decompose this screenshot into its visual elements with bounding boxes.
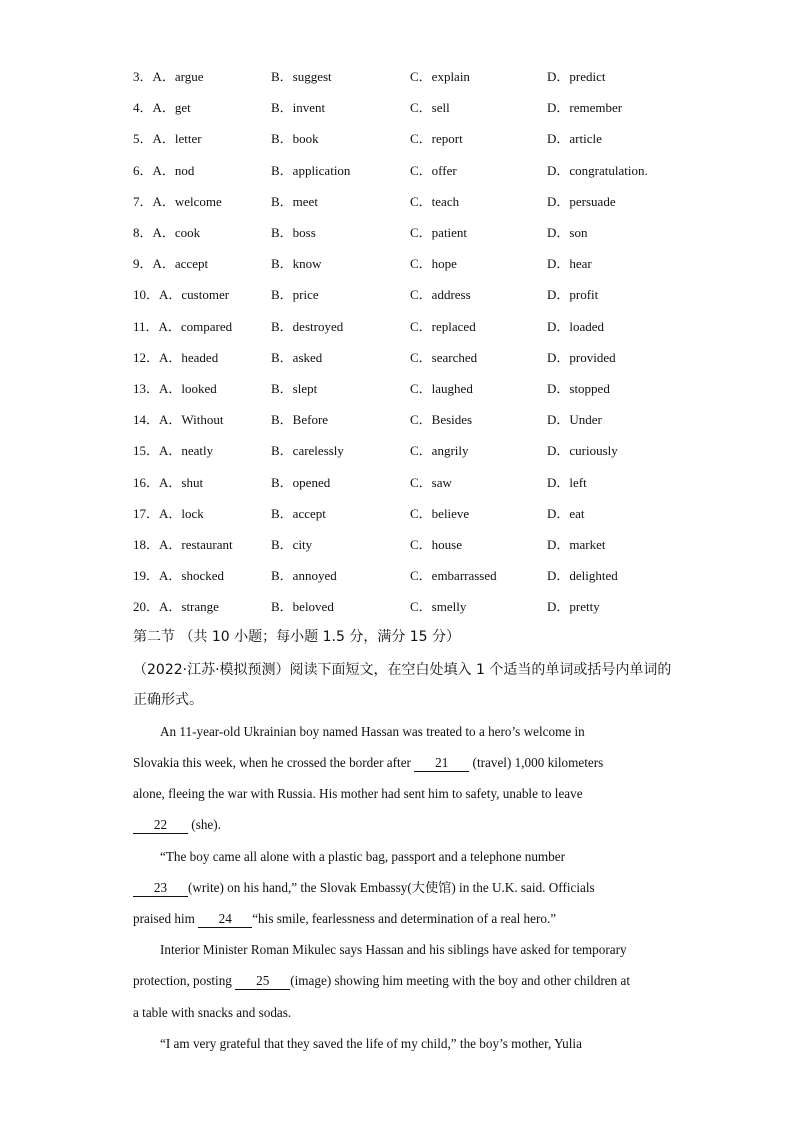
- passage-text: Slovakia this week, when he crossed the border after: [133, 755, 415, 770]
- instruction-line-1: （2022·江苏·模拟预测）阅读下面短文，在空白处填入 1 个适当的单词或括号内单词的: [133, 662, 672, 678]
- passage-line: An 11-year-old Ukrainian boy named Hassan was treated to a hero’s welcome in: [160, 724, 585, 739]
- option-a[interactable]: 4．A．get: [133, 100, 191, 115]
- option-a[interactable]: 14．A．Without: [133, 412, 224, 427]
- option-c[interactable]: C．report: [410, 131, 463, 146]
- passage-line: [133, 878, 673, 898]
- section-heading: 第二节 （共 10 小题；每小题 1.5 分，满分 15 分）: [133, 629, 461, 645]
- question-row: [133, 441, 693, 461]
- option-b[interactable]: B．accept: [271, 506, 326, 521]
- question-row: [133, 410, 693, 430]
- option-b[interactable]: B．suggest: [271, 69, 332, 84]
- option-a[interactable]: 7．A．welcome: [133, 194, 222, 209]
- option-d[interactable]: D．son: [547, 225, 588, 240]
- option-c[interactable]: C．house: [410, 537, 463, 552]
- option-d[interactable]: D．delighted: [547, 568, 618, 583]
- option-b[interactable]: B．book: [271, 131, 319, 146]
- question-row: [133, 161, 693, 181]
- option-d[interactable]: D．remember: [547, 100, 623, 115]
- option-a[interactable]: 13．A．looked: [133, 381, 217, 396]
- option-c[interactable]: C．sell: [410, 100, 450, 115]
- question-row: [133, 379, 693, 399]
- option-c[interactable]: C．saw: [410, 475, 452, 490]
- question-row: [133, 192, 693, 212]
- option-d[interactable]: D．eat: [547, 506, 585, 521]
- option-b[interactable]: B．destroyed: [271, 319, 344, 334]
- option-b[interactable]: B．invent: [271, 100, 326, 115]
- passage-line: alone, fleeing the war with Russia. His mother had sent him to safety, unable to leave: [133, 786, 583, 801]
- question-row: [133, 535, 693, 555]
- option-d[interactable]: D．profit: [547, 287, 599, 302]
- question-row: [133, 348, 693, 368]
- passage-text: (travel) 1,000 kilometers: [469, 755, 604, 770]
- question-row: [133, 223, 693, 243]
- passage-line: [133, 753, 673, 773]
- option-d[interactable]: D．congratulation.: [547, 163, 648, 178]
- passage-text: “his smile, fearlessness and determination of a real hero.”: [252, 911, 557, 926]
- passage-line: “I am very grateful that they saved the life of my child,” the boy’s mother, Yulia: [160, 1036, 582, 1051]
- option-c[interactable]: C．offer: [410, 163, 457, 178]
- passage-line: [133, 971, 673, 991]
- option-b[interactable]: B．Before: [271, 412, 329, 427]
- question-row: [133, 285, 693, 305]
- option-b[interactable]: B．application: [271, 163, 351, 178]
- option-d[interactable]: D．article: [547, 131, 602, 146]
- question-row: [133, 129, 693, 149]
- option-a[interactable]: 18．A．restaurant: [133, 537, 233, 552]
- option-b[interactable]: B．price: [271, 287, 319, 302]
- option-d[interactable]: D．persuade: [547, 194, 616, 209]
- option-b[interactable]: B．asked: [271, 350, 323, 365]
- option-c[interactable]: C．explain: [410, 69, 470, 84]
- option-c[interactable]: C．Besides: [410, 412, 473, 427]
- option-c[interactable]: C．searched: [410, 350, 478, 365]
- question-row: [133, 254, 693, 274]
- option-a[interactable]: 6．A．nod: [133, 163, 195, 178]
- option-d[interactable]: D．predict: [547, 69, 606, 84]
- blank-22[interactable]: 22: [133, 817, 188, 834]
- option-b[interactable]: B．annoyed: [271, 568, 337, 583]
- option-b[interactable]: B．city: [271, 537, 313, 552]
- passage-text: praised him: [133, 911, 199, 926]
- option-b[interactable]: B．opened: [271, 475, 331, 490]
- option-a[interactable]: 8．A．cook: [133, 225, 201, 240]
- question-row: [133, 98, 693, 118]
- passage-text: (image) showing him meeting with the boy and other children at: [290, 973, 631, 988]
- instruction-line-2: 正确形式。: [133, 692, 203, 708]
- question-row: [133, 597, 693, 617]
- option-a[interactable]: 11．A．compared: [133, 319, 233, 334]
- option-d[interactable]: D．left: [547, 475, 587, 490]
- option-b[interactable]: B．boss: [271, 225, 316, 240]
- option-c[interactable]: C．embarrassed: [410, 568, 497, 583]
- option-a[interactable]: 19．A．shocked: [133, 568, 224, 583]
- option-a[interactable]: 16．A．shut: [133, 475, 204, 490]
- option-d[interactable]: D．pretty: [547, 599, 600, 614]
- passage-line: Interior Minister Roman Mikulec says Hassan and his siblings have asked for temporary: [160, 942, 627, 957]
- option-a[interactable]: 9．A．accept: [133, 256, 209, 271]
- option-d[interactable]: D．Under: [547, 412, 602, 427]
- question-row: [133, 67, 693, 87]
- option-a[interactable]: 3．A．argue: [133, 69, 204, 84]
- question-row: [133, 504, 693, 524]
- option-c[interactable]: C．smelly: [410, 599, 467, 614]
- option-c[interactable]: C．address: [410, 287, 471, 302]
- option-a[interactable]: 15．A．neatly: [133, 443, 214, 458]
- option-a[interactable]: 12．A．headed: [133, 350, 219, 365]
- question-row: [133, 317, 693, 337]
- option-b[interactable]: B．know: [271, 256, 322, 271]
- option-a[interactable]: 5．A．letter: [133, 131, 202, 146]
- option-c[interactable]: C．patient: [410, 225, 468, 240]
- option-a[interactable]: 20．A．strange: [133, 599, 219, 614]
- option-c[interactable]: C．angrily: [410, 443, 469, 458]
- passage-text: protection, posting: [133, 973, 236, 988]
- passage-line: a table with snacks and sodas.: [133, 1005, 292, 1020]
- option-d[interactable]: D．provided: [547, 350, 616, 365]
- passage-text: (she).: [188, 817, 221, 832]
- option-d[interactable]: D．loaded: [547, 319, 605, 334]
- passage-text: (write) on his hand,” the Slovak Embassy(大使馆) in the U.K. said. Officials: [188, 880, 595, 895]
- option-c[interactable]: C．hope: [410, 256, 457, 271]
- option-d[interactable]: D．market: [547, 537, 606, 552]
- option-d[interactable]: D．stopped: [547, 381, 610, 396]
- option-b[interactable]: B．slept: [271, 381, 318, 396]
- option-d[interactable]: D．hear: [547, 256, 592, 271]
- option-d[interactable]: D．curiously: [547, 443, 618, 458]
- option-a[interactable]: 17．A．lock: [133, 506, 204, 521]
- option-c[interactable]: C．laughed: [410, 381, 473, 396]
- blank-23[interactable]: 23: [133, 880, 188, 897]
- question-row: [133, 473, 693, 493]
- blank-21[interactable]: 21: [414, 755, 469, 772]
- passage-line: [133, 909, 673, 929]
- passage-line: [133, 815, 673, 835]
- option-a[interactable]: 10．A．customer: [133, 287, 230, 302]
- passage-line: “The boy came all alone with a plastic bag, passport and a telephone number: [160, 849, 566, 864]
- blank-25[interactable]: 25: [235, 973, 290, 990]
- option-b[interactable]: B．carelessly: [271, 443, 344, 458]
- option-c[interactable]: C．teach: [410, 194, 460, 209]
- question-row: [133, 566, 693, 586]
- option-b[interactable]: B．meet: [271, 194, 318, 209]
- option-b[interactable]: B．beloved: [271, 599, 334, 614]
- option-c[interactable]: C．believe: [410, 506, 470, 521]
- option-c[interactable]: C．replaced: [410, 319, 476, 334]
- blank-24[interactable]: 24: [198, 911, 252, 928]
